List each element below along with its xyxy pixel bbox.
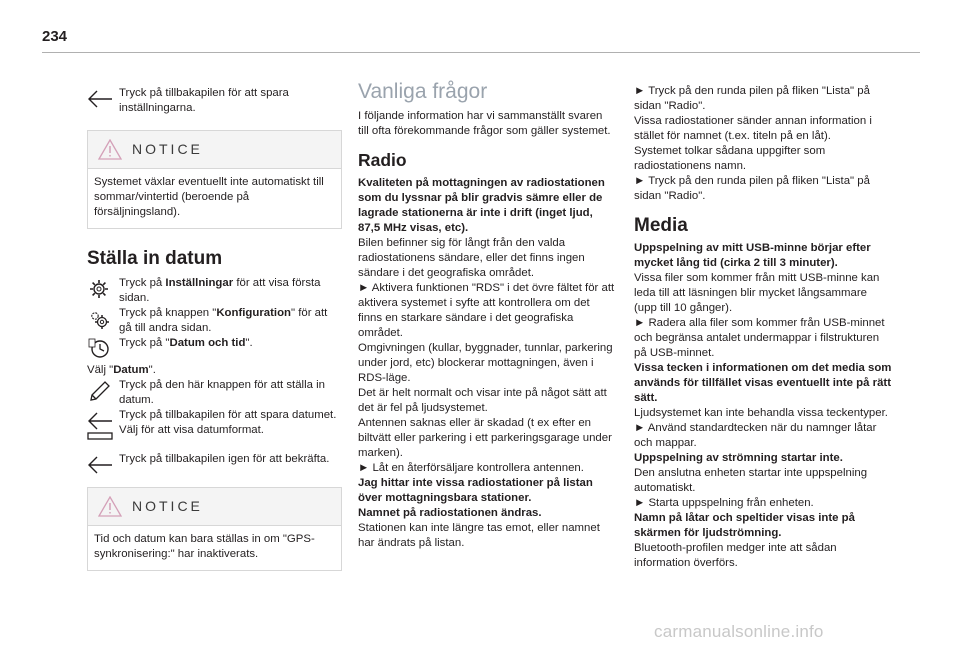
- radio-step-a: ► Tryck på den runda pilen på fliken "Lista" på sidan "Radio".: [634, 85, 870, 112]
- radio-step-1d: ► Låt en återförsäljare kontrollera antennen.: [358, 462, 584, 474]
- warning-icon: [98, 139, 122, 160]
- media-answer-1: Vissa filer som kommer från mitt USB-minne kan leda till att läsningen blir mycket långsammare (upp till 10 gånger).: [634, 272, 880, 314]
- pencil-icon: [87, 380, 113, 402]
- config-gears-icon: [87, 308, 113, 330]
- media-question-3: Uppspelning av strömning startar inte.: [634, 452, 843, 464]
- step-configuration: [87, 306, 342, 336]
- notice-box-gps: [87, 487, 342, 571]
- radio-step-b: ► Tryck på den runda pilen på fliken "Lista" på sidan "Radio".: [634, 175, 870, 202]
- step-save-date: [87, 408, 342, 423]
- back-save-text: Tryck på tillbakapilen för att spara inställningarna.: [119, 87, 289, 114]
- notice-title: NOTICE: [132, 141, 203, 157]
- media-question-1: Uppspelning av mitt USB-minne börjar efter mycket lång tid (cirka 2 till 3 minuter).: [634, 242, 871, 269]
- select-date-text: Välj "Datum".: [87, 364, 156, 376]
- media-answer-4: Bluetooth-profilen medger inte att sådan information överförs.: [634, 542, 837, 569]
- column-faq-radio: [358, 80, 616, 551]
- step-edit-date-text: Tryck på den här knappen för att ställa in datum.: [119, 379, 325, 406]
- step-confirm: [87, 452, 342, 467]
- back-arrow-icon: [87, 88, 113, 110]
- faq-intro: I följande information har vi sammanställt svaren till ofta förekommande frågor som gäller systemet.: [358, 110, 611, 137]
- radio-question-1: Kvaliteten på mottagningen av radiostationen som du lyssnar på blir gradvis sämre eller de lagrade stationerna är inte i drift (inget ljud, 87,5 MHz visas, etc).: [358, 177, 605, 234]
- back-save-step: [87, 86, 342, 116]
- warning-icon: [98, 496, 122, 517]
- step-edit-date: [87, 378, 342, 408]
- notice-header: [88, 488, 341, 525]
- media-heading: Media: [634, 215, 688, 236]
- radio-heading: Radio: [358, 150, 407, 170]
- clock-icon: [87, 338, 113, 360]
- media-answer-3: Den anslutna enheten startar inte uppspelning automatiskt.: [634, 467, 868, 494]
- header-divider: [42, 52, 920, 53]
- media-question-4: Namn på låtar och speltider visas inte på skärmen för ljudströmning.: [634, 512, 855, 539]
- media-answer-2: Ljudsystemet kan inte behandla vissa teckentyper.: [634, 407, 888, 419]
- step-save-date-text: Tryck på tillbakapilen för att spara datumet.: [119, 409, 337, 421]
- notice-text: Tid och datum kan bara ställas in om "GPS-synkronisering:" har inaktiverats.: [94, 533, 315, 560]
- page-number: 234: [42, 28, 68, 45]
- notice-box-dst: [87, 130, 342, 229]
- notice-header: [88, 131, 341, 168]
- radio-text-a: Vissa radiostationer sänder annan information i stället för namnet (t.ex. titeln på en låt).: [634, 115, 872, 142]
- back-arrow-icon: [87, 454, 113, 476]
- radio-answer-1: Bilen befinner sig för långt från den valda radiostationens sändare, eller det finns ingen sändare i det geografiska området.: [358, 237, 585, 279]
- notice-body: [88, 525, 341, 570]
- section-heading-date: Ställa in datum: [87, 248, 223, 269]
- notice-body: [88, 168, 341, 228]
- step-date-time: [87, 336, 342, 351]
- radio-answer-1c: Det är helt normalt och visar inte på något sätt att det är fel på ljudsystemet.: [358, 387, 607, 414]
- radio-answer-3: Stationen kan inte längre tas emot, eller namnet har ändrats på listan.: [358, 522, 600, 549]
- step-settings-text: Tryck på Inställningar för att visa första sidan.: [119, 277, 321, 304]
- step-settings: [87, 276, 342, 306]
- radio-text-b: Systemet tolkar sådana uppgifter som radiostationens namn.: [634, 145, 826, 172]
- radio-question-3: Namnet på radiostationen ändras.: [358, 507, 542, 519]
- step-date-format: [87, 423, 342, 438]
- radio-step-1: ► Aktivera funktionen "RDS" i det övre fältet för att aktivera systemet i syfte att kontrollera om det finns en starkare sändare i det geografiska området.: [358, 282, 615, 339]
- faq-title: Vanliga frågor: [358, 80, 488, 103]
- step-configuration-text: Tryck på knappen "Konfiguration" för att gå till andra sidan.: [119, 307, 328, 334]
- radio-answer-1d: Antennen saknas eller är skadad (t ex efter en biltvätt eller parkering i ett parkeringsgarage under marken).: [358, 417, 612, 459]
- column-date-settings: [87, 84, 342, 571]
- media-step-3: ► Starta uppspelning från enheten.: [634, 497, 814, 509]
- step-confirm-text: Tryck på tillbakapilen igen för att bekräfta.: [119, 453, 330, 465]
- radio-question-2: Jag hittar inte vissa radiostationer på listan över mottagningsbara stationer.: [358, 477, 593, 504]
- step-date-time-text: Tryck på "Datum och tid".: [119, 337, 253, 349]
- step-date-format-text: Välj för att visa datumformat.: [119, 424, 264, 436]
- media-step-2: ► Använd standardtecken när du namnger låtar och mappar.: [634, 422, 877, 449]
- column-faq-media: [634, 84, 892, 571]
- notice-title: NOTICE: [132, 498, 203, 514]
- format-bar-icon: [87, 425, 113, 447]
- watermark-link[interactable]: carmanualsonline.info: [654, 622, 824, 641]
- gear-icon: [87, 278, 113, 300]
- notice-text: Systemet växlar eventuellt inte automatiskt till sommar/vintertid (beroende på försäljningsland).: [94, 176, 324, 218]
- radio-answer-1b: Omgivningen (kullar, byggnader, tunnlar, parkering under jord, etc) blockerar mottagningen, även i RDS-läge.: [358, 342, 613, 384]
- media-step-1: ► Radera alla filer som kommer från USB-minnet och begränsa antalet undermappar i filstrukturen på USB-minnet.: [634, 317, 885, 359]
- media-question-2: Vissa tecken i informationen om det media som används för tillfället visas eventuellt inte på rätt sätt.: [634, 362, 892, 404]
